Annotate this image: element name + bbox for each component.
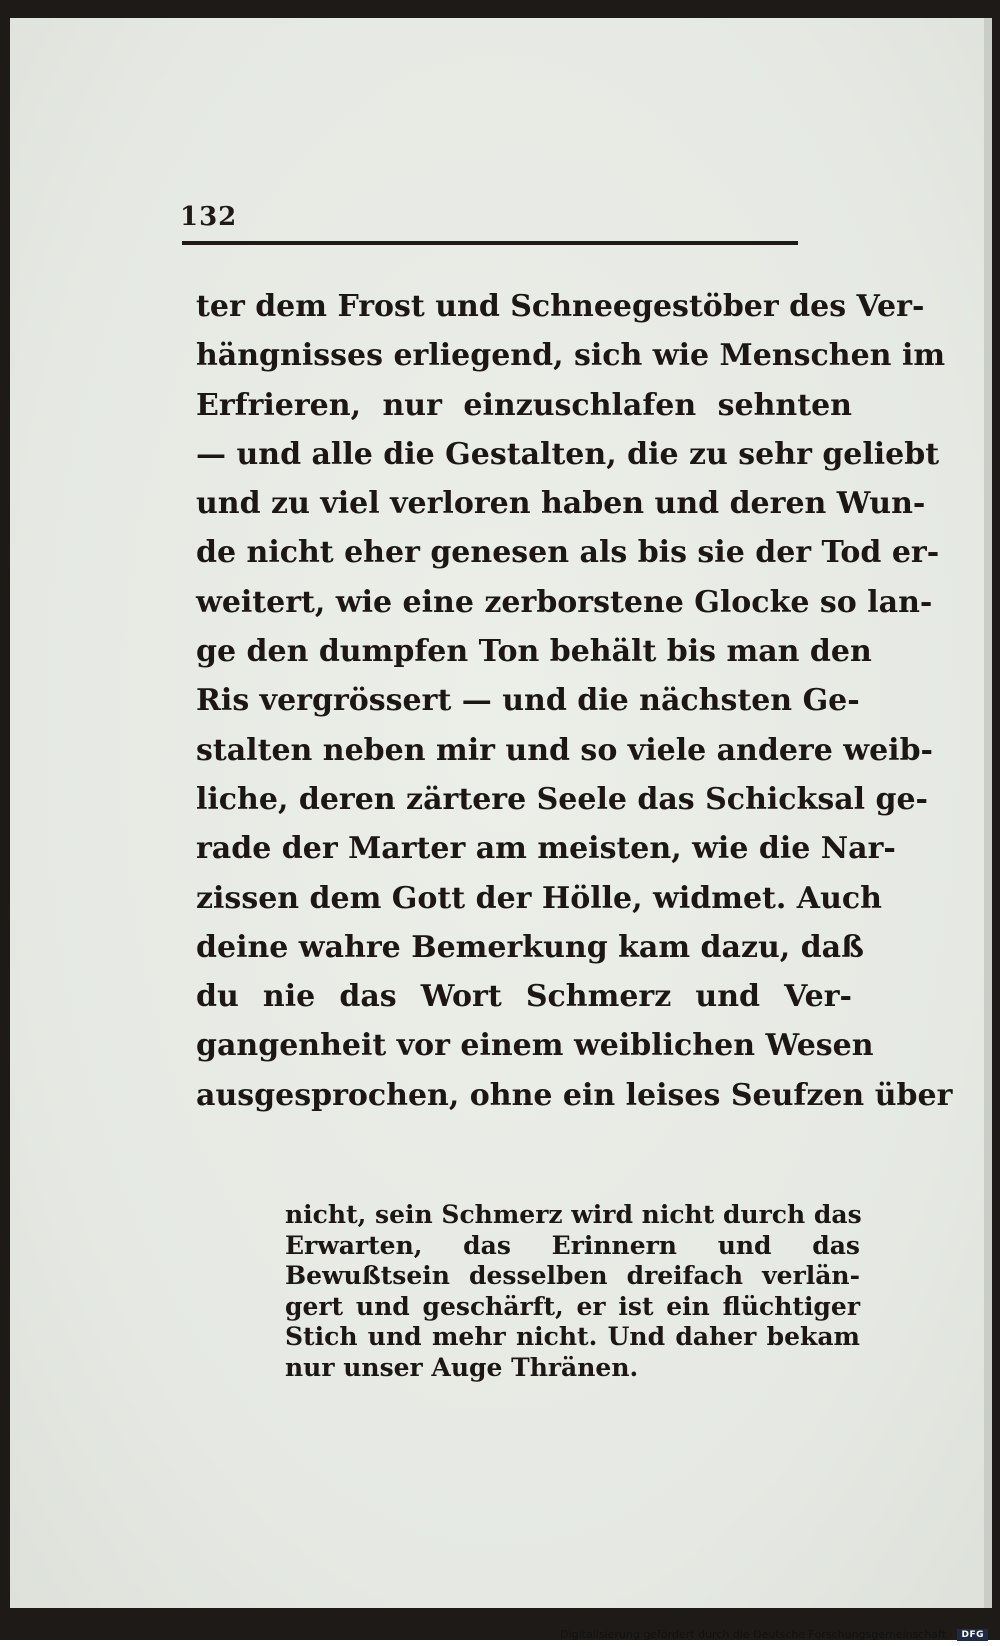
body-line: — und alle die Gestalten, die zu sehr geliebt: [196, 436, 940, 472]
footnote-line: nur unser Auge Thränen.: [285, 1352, 639, 1382]
body-text: [196, 282, 953, 1120]
body-line: ausgesprochen, ohne ein leises Seufzen über: [196, 1077, 953, 1113]
credit-text: Digitalisierung gefördert durch die Deutsche Forschungsgemeinschaft -: [560, 1628, 954, 1641]
body-line: Erfrieren, nur einzuschlafen sehnten: [196, 387, 852, 423]
body-line: hängnisses erliegend, sich wie Menschen im: [196, 338, 946, 374]
body-line: deine wahre Bemerkung kam dazu, daß: [196, 929, 864, 965]
body-line: gangenheit vor einem weiblichen Wesen: [196, 1028, 874, 1064]
footnote-line: Stich und mehr nicht. Und daher bekam: [285, 1322, 860, 1352]
header-rule: [182, 241, 798, 245]
footnote-line: nicht, sein Schmerz wird nicht durch das: [285, 1200, 862, 1229]
footnote-line: Bewußtsein desselben dreifach verlän-: [285, 1261, 860, 1291]
body-line: ge den dumpfen Ton behält bis man den: [196, 634, 872, 670]
body-line: weitert, wie eine zerborstene Glocke so lan-: [196, 584, 933, 620]
body-line: rade der Marter am meisten, wie die Nar-: [196, 831, 896, 867]
body-line: de nicht eher genesen als bis sie der Tod er-: [196, 535, 940, 571]
page-edge: [984, 18, 992, 1608]
page-number: 132: [180, 202, 238, 232]
body-line: Ris vergrössert — und die nächsten Ge-: [196, 683, 860, 719]
footnote-line: Erwarten, das Erinnern und das: [285, 1230, 860, 1260]
digitization-credit: [560, 1628, 988, 1641]
body-line: ter dem Frost und Schneegestöber des Ver-: [196, 289, 925, 324]
body-line: zissen dem Gott der Hölle, widmet. Auch: [196, 880, 882, 916]
body-line: und zu viel verloren haben und deren Wun-: [196, 486, 926, 522]
footnote-line: gert und geschärft, er ist ein flüchtiger: [285, 1291, 860, 1321]
body-line: stalten neben mir und so viele andere weib-: [196, 732, 934, 768]
body-line: liche, deren zärtere Seele das Schicksal ge-: [196, 781, 929, 817]
dfg-logo: DFG: [957, 1629, 988, 1641]
body-line: du nie das Wort Schmerz und Ver-: [196, 979, 852, 1015]
footnote: [285, 1200, 860, 1384]
